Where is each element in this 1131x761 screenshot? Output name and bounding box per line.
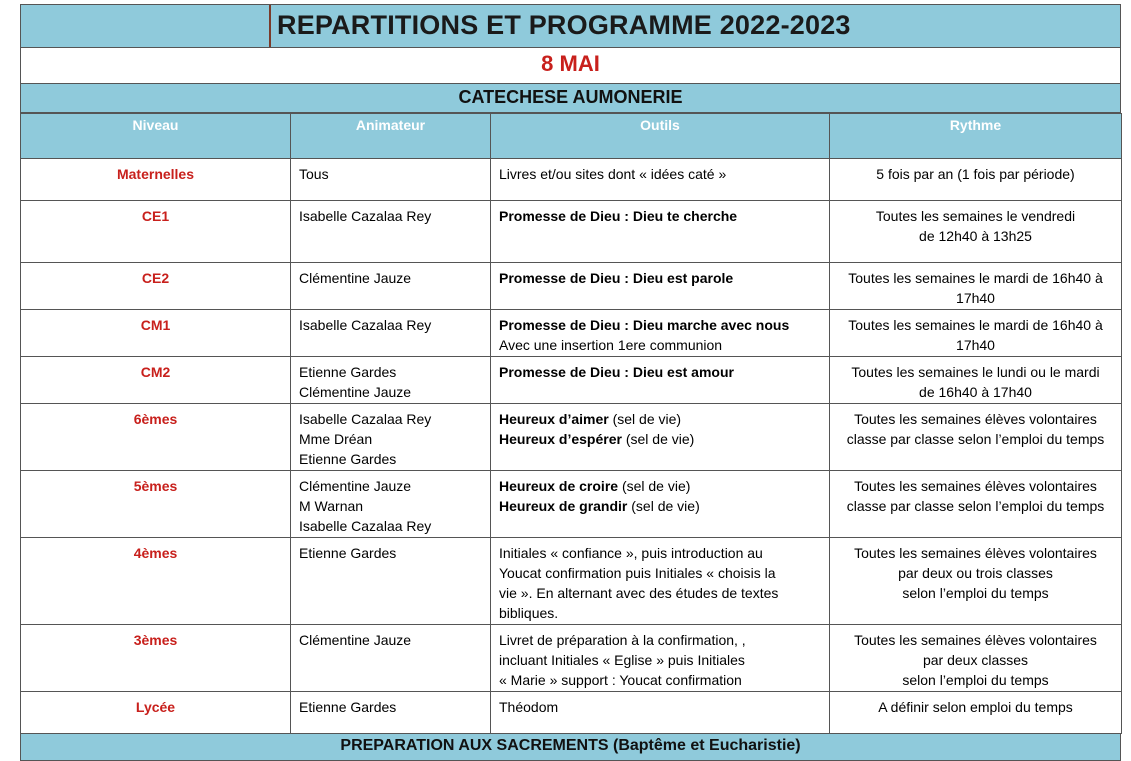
cell-rythme — [830, 625, 1122, 692]
animateur-name: Etienne Gardes — [299, 451, 397, 467]
outil-text: vie ». En alternant avec des études de textes — [499, 585, 779, 601]
outil-line — [499, 409, 821, 429]
rythme-line: classe par classe selon l’emploi du temps — [846, 431, 1105, 447]
table-row — [21, 263, 1122, 310]
outil-line — [499, 543, 821, 563]
animateur-name: Isabelle Cazalaa Rey — [299, 411, 432, 427]
rythme-line: Toutes les semaines élèves volontaires — [854, 478, 1097, 494]
cell-niveau — [21, 692, 291, 734]
program-table — [20, 113, 1122, 734]
column-header-niveau: Niveau — [21, 114, 291, 159]
niveau-label: 4èmes — [133, 545, 178, 561]
table-row — [21, 357, 1122, 404]
cell-animateur — [291, 692, 491, 734]
cell-niveau — [21, 201, 291, 263]
table-row — [21, 159, 1122, 201]
cell-niveau — [21, 159, 291, 201]
outil-text: bibliques. — [499, 605, 559, 621]
footer-section-header — [20, 734, 1121, 761]
table-row — [21, 310, 1122, 357]
outil-line — [499, 315, 821, 335]
rythme-line: classe par classe selon l’emploi du temps — [846, 498, 1105, 514]
column-header-rythme: Rythme — [830, 114, 1122, 159]
table-row — [21, 404, 1122, 471]
cell-rythme — [830, 471, 1122, 538]
niveau-label: CM1 — [140, 317, 171, 333]
outil-text: incluant Initiales « Eglise » puis Initiales — [499, 652, 745, 668]
outil-text: Théodom — [499, 699, 559, 715]
outil-line — [499, 268, 821, 288]
outil-line — [499, 603, 821, 623]
rythme-line: Toutes les semaines le lundi ou le mardi — [851, 364, 1100, 380]
outil-title: Heureux d’aimer — [499, 411, 609, 427]
outil-title: Promesse de Dieu : Dieu est parole — [499, 270, 734, 286]
table-row — [21, 692, 1122, 734]
cell-animateur — [291, 404, 491, 471]
animateur-name: Etienne Gardes — [299, 699, 397, 715]
cell-niveau — [21, 625, 291, 692]
rythme-line: 17h40 — [956, 290, 995, 306]
table-row — [21, 538, 1122, 625]
cell-niveau — [21, 471, 291, 538]
outil-title: Promesse de Dieu : Dieu est amour — [499, 364, 734, 380]
rythme-line: selon l’emploi du temps — [902, 672, 1049, 688]
footer-title: PREPARATION AUX SACREMENTS (Baptême et Eucharistie) — [340, 737, 801, 754]
animateur-name: Mme Dréan — [299, 431, 373, 447]
outil-text: Livret de préparation à la confirmation, , — [499, 632, 746, 648]
rythme-line: de 12h40 à 13h25 — [919, 228, 1032, 244]
rythme-line: Toutes les semaines le mardi de 16h40 à — [848, 270, 1103, 286]
cell-niveau — [21, 263, 291, 310]
cell-outils — [491, 201, 830, 263]
rythme-line: par deux ou trois classes — [898, 565, 1053, 581]
outil-line — [499, 335, 821, 355]
outil-text: « Marie » support : Youcat confirmation — [499, 672, 742, 688]
outil-text: (sel de vie) — [621, 431, 695, 447]
outil-line — [499, 164, 821, 184]
cell-animateur — [291, 310, 491, 357]
cell-outils — [491, 625, 830, 692]
cell-animateur — [291, 357, 491, 404]
niveau-label: 5èmes — [133, 478, 178, 494]
cell-animateur — [291, 201, 491, 263]
outil-line — [499, 496, 821, 516]
cell-niveau — [21, 404, 291, 471]
rythme-line: Toutes les semaines le vendredi — [875, 208, 1076, 224]
section-header — [20, 84, 1121, 113]
outil-title: Promesse de Dieu : Dieu marche avec nous — [499, 317, 790, 333]
rythme-line: Toutes les semaines élèves volontaires — [854, 411, 1097, 427]
rythme-line: Toutes les semaines élèves volontaires — [854, 545, 1097, 561]
outil-title: Heureux de croire — [499, 478, 619, 494]
cell-animateur — [291, 263, 491, 310]
outil-line — [499, 563, 821, 583]
cell-rythme — [830, 263, 1122, 310]
rythme-line: de 16h40 à 17h40 — [919, 384, 1032, 400]
cell-rythme — [830, 310, 1122, 357]
animateur-name: Isabelle Cazalaa Rey — [299, 208, 432, 224]
animateur-name: Clémentine Jauze — [299, 478, 412, 494]
animateur-name: Clémentine Jauze — [299, 384, 412, 400]
outil-text: (sel de vie) — [618, 478, 691, 494]
animateur-name: Tous — [299, 166, 329, 182]
outil-text: Avec une insertion 1ere communion — [499, 337, 723, 353]
cell-rythme — [830, 201, 1122, 263]
cell-animateur — [291, 159, 491, 201]
table-body — [21, 159, 1122, 734]
outil-text: (sel de vie) — [627, 498, 700, 514]
outil-line — [499, 670, 821, 690]
outil-text: Initiales « confiance », puis introduction au — [499, 545, 763, 561]
date-label: 8 MAI — [541, 51, 600, 76]
cell-animateur — [291, 471, 491, 538]
outil-title: Heureux de grandir — [499, 498, 628, 514]
outil-line — [499, 697, 821, 717]
outil-line — [499, 362, 821, 382]
rythme-line: Toutes les semaines le mardi de 16h40 à — [848, 317, 1103, 333]
niveau-label: CE1 — [141, 208, 170, 224]
cell-rythme — [830, 538, 1122, 625]
outil-text: (sel de vie) — [608, 411, 682, 427]
niveau-label: CM2 — [140, 364, 171, 380]
cell-rythme — [830, 404, 1122, 471]
animateur-name: Isabelle Cazalaa Rey — [299, 518, 432, 534]
cell-niveau — [21, 310, 291, 357]
page-title: REPARTITIONS ET PROGRAMME 2022-2023 — [277, 10, 851, 40]
table-row — [21, 201, 1122, 263]
niveau-label: Lycée — [135, 699, 176, 715]
animateur-name: Etienne Gardes — [299, 545, 397, 561]
cell-rythme — [830, 692, 1122, 734]
animateur-name: M Warnan — [299, 498, 364, 514]
rythme-line: par deux classes — [922, 652, 1029, 668]
cell-outils — [491, 692, 830, 734]
rythme-line: selon l’emploi du temps — [902, 585, 1049, 601]
outil-text: Youcat confirmation puis Initiales « choisis la — [499, 565, 776, 581]
outil-line — [499, 630, 821, 650]
outil-title: Promesse de Dieu : Dieu te cherche — [499, 208, 738, 224]
column-header-animateur: Animateur — [291, 114, 491, 159]
cell-rythme — [830, 357, 1122, 404]
cell-outils — [491, 538, 830, 625]
cell-niveau — [21, 538, 291, 625]
column-header-outils: Outils — [491, 114, 830, 159]
outil-line — [499, 476, 821, 496]
cell-outils — [491, 404, 830, 471]
cell-outils — [491, 263, 830, 310]
niveau-label: Maternelles — [116, 166, 195, 182]
cell-animateur — [291, 538, 491, 625]
outil-line — [499, 429, 821, 449]
section-title: CATECHESE AUMONERIE — [458, 87, 683, 107]
animateur-name: Etienne Gardes — [299, 364, 397, 380]
rythme-line: 17h40 — [956, 337, 995, 353]
animateur-name: Clémentine Jauze — [299, 270, 412, 286]
animateur-name: Clémentine Jauze — [299, 632, 412, 648]
outil-line — [499, 583, 821, 603]
title-divider — [269, 5, 271, 47]
animateur-name: Isabelle Cazalaa Rey — [299, 317, 432, 333]
cell-outils — [491, 310, 830, 357]
outil-line — [499, 206, 821, 226]
outil-line — [499, 650, 821, 670]
cell-rythme — [830, 159, 1122, 201]
cell-niveau — [21, 357, 291, 404]
rythme-line: A définir selon emploi du temps — [878, 699, 1073, 715]
document — [20, 4, 1121, 761]
outil-title: Heureux d’espérer — [499, 431, 622, 447]
cell-outils — [491, 471, 830, 538]
cell-animateur — [291, 625, 491, 692]
table-row — [21, 471, 1122, 538]
title-bar — [20, 4, 1121, 48]
table-row — [21, 625, 1122, 692]
niveau-label: 6èmes — [133, 411, 178, 427]
niveau-label: CE2 — [141, 270, 170, 286]
cell-outils — [491, 357, 830, 404]
rythme-line: 5 fois par an (1 fois par période) — [876, 166, 1075, 182]
date-row — [20, 48, 1121, 84]
cell-outils — [491, 159, 830, 201]
outil-text: Livres et/ou sites dont « idées caté » — [499, 166, 727, 182]
rythme-line: Toutes les semaines élèves volontaires — [854, 632, 1097, 648]
niveau-label: 3èmes — [133, 632, 178, 648]
table-header-row — [21, 114, 1122, 159]
